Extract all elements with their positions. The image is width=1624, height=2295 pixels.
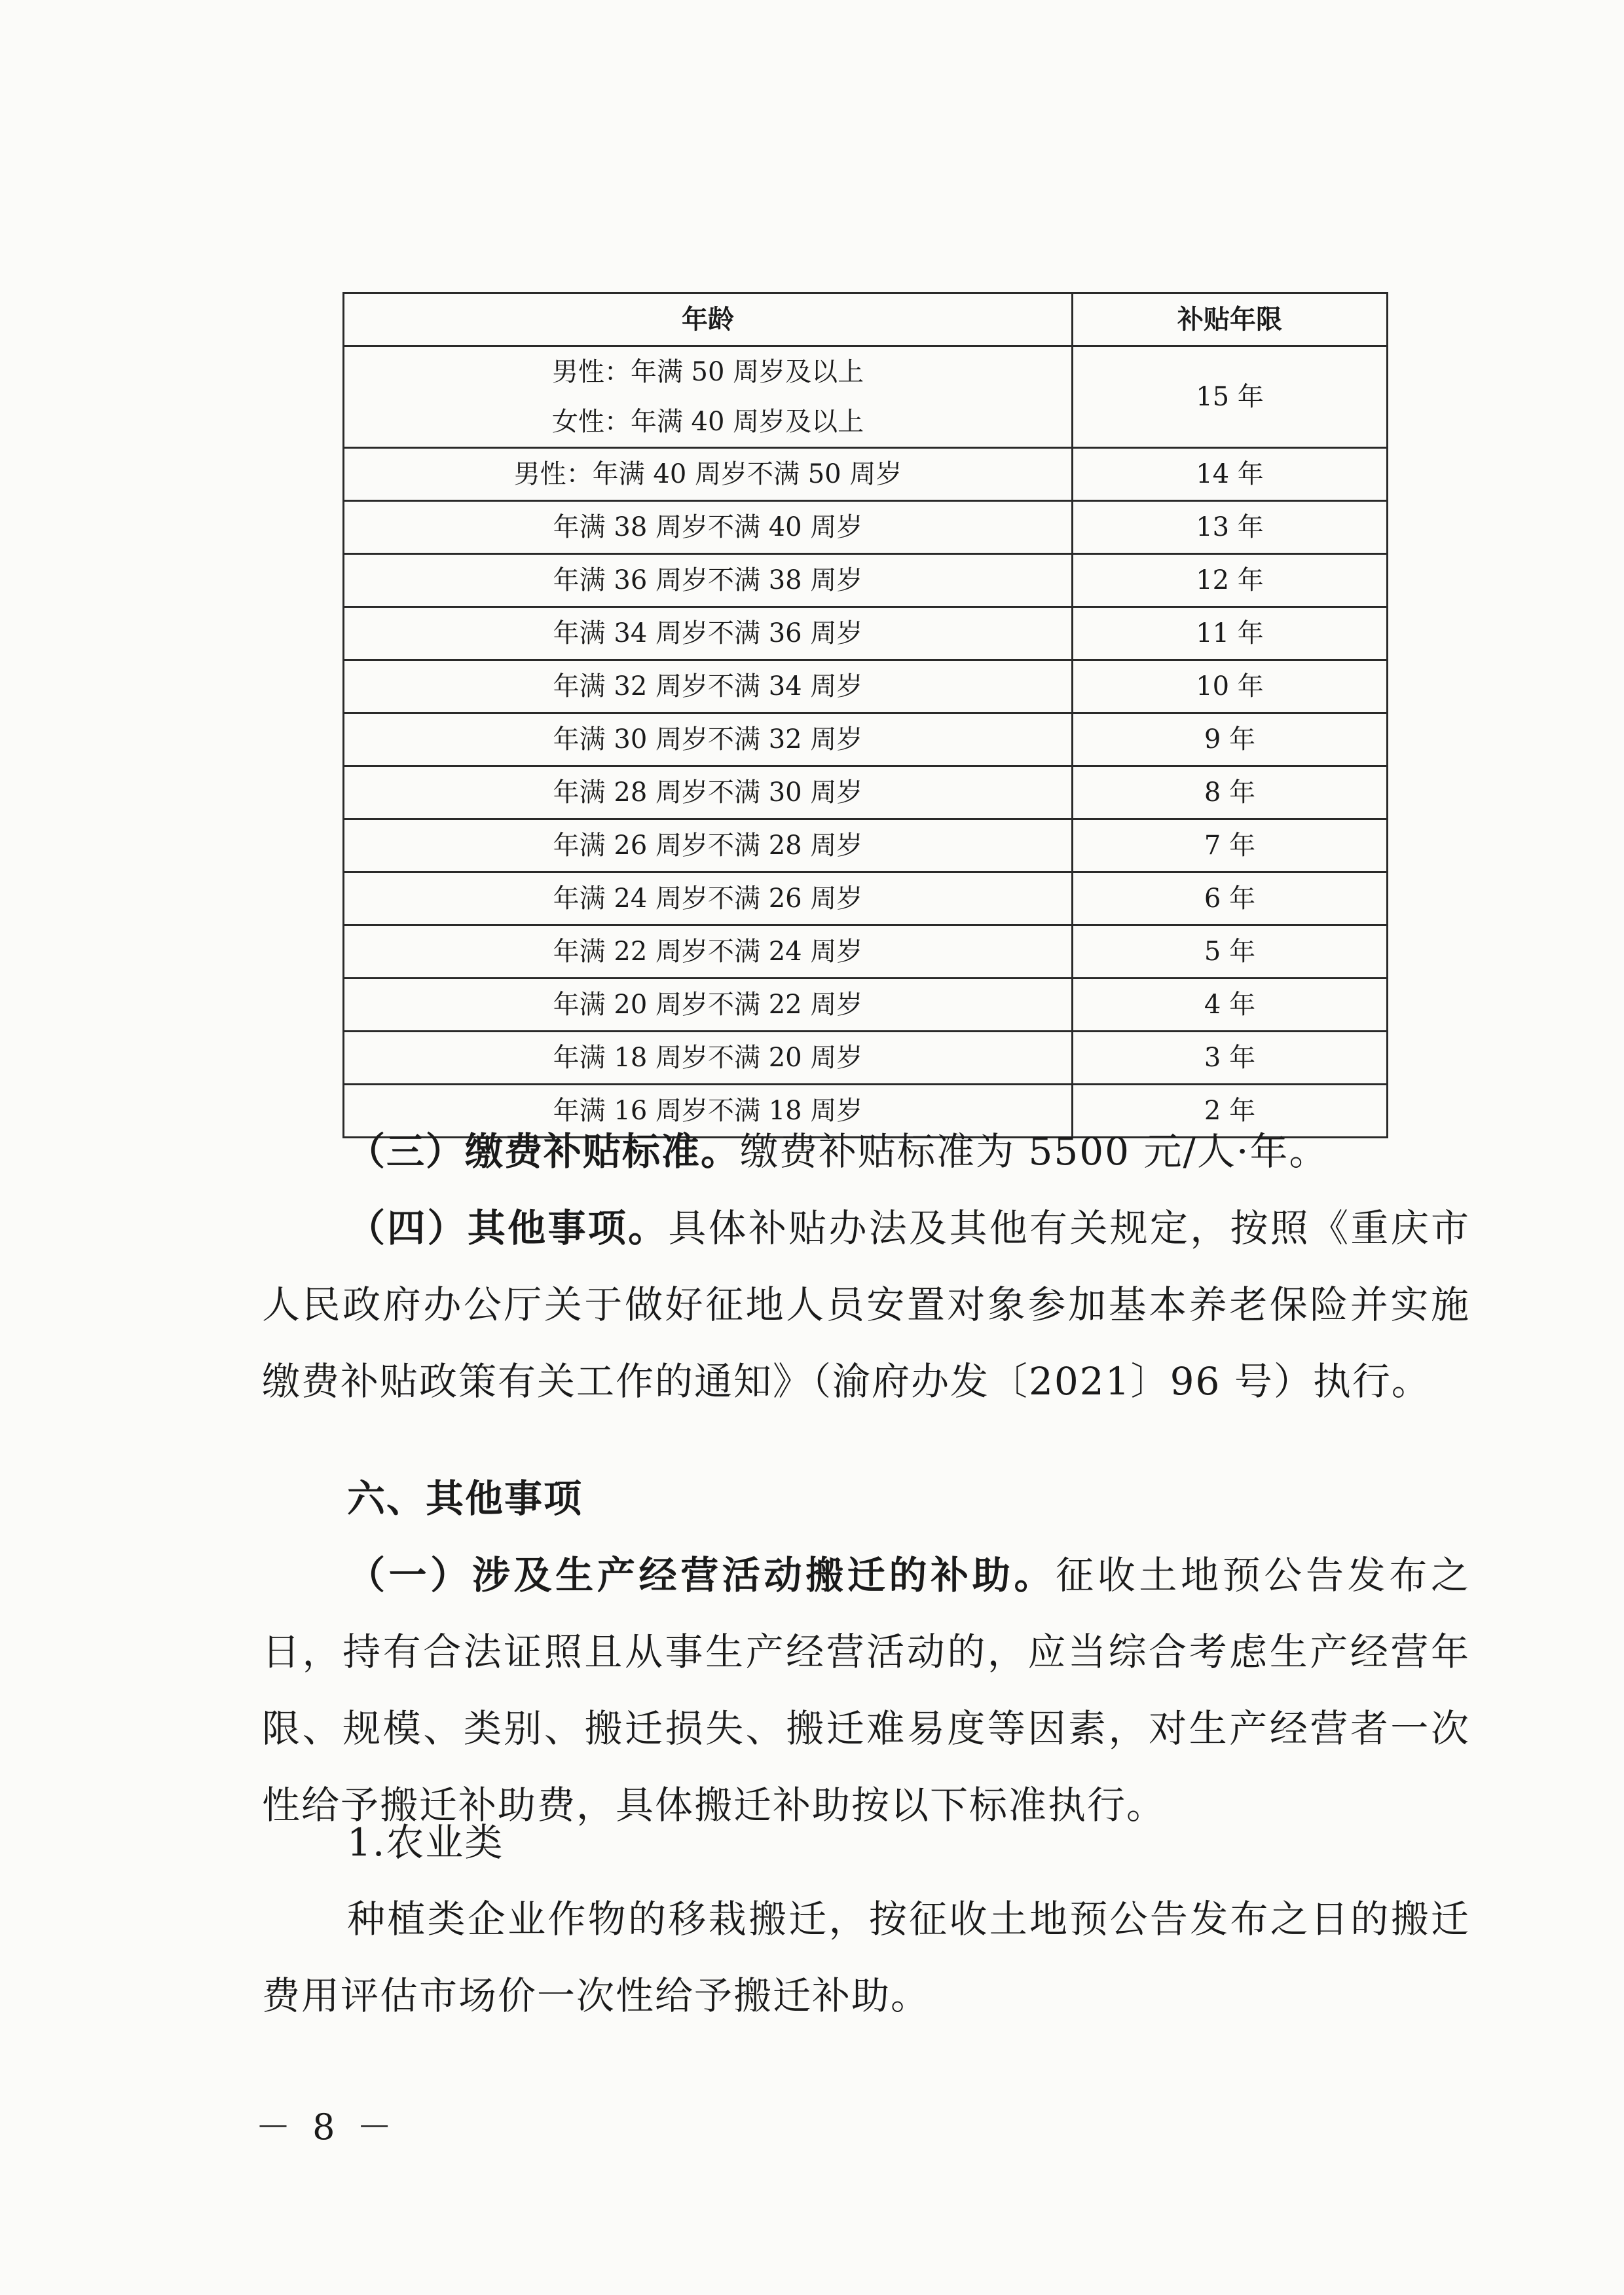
section-text: 征收土地预公告发布之日，持有合法证照且从事生产经营活动的，应当综合考虑生产经营年限、规模、类别、搬迁损失、搬迁难易度等因素，对生产经营者一次性给予搬迁补助费，具体搬迁补助按以下标准执行。 bbox=[262, 1553, 1470, 1827]
age-range-line: 年满 30 周岁不满 32 周岁 bbox=[553, 724, 863, 755]
age-range-line: 年满 38 周岁不满 40 周岁 bbox=[553, 512, 863, 542]
table-row bbox=[344, 819, 1388, 872]
table-header-row bbox=[344, 293, 1388, 346]
subsidy-years-table bbox=[342, 292, 1388, 1138]
subsidy-years-cell: 3 年 bbox=[1073, 1032, 1388, 1085]
table-body bbox=[344, 346, 1388, 1138]
section-lead: （三）缴费补贴标准。 bbox=[347, 1129, 741, 1174]
paragraph-agriculture: 种植类企业作物的移栽搬迁，按征收土地预公告发布之日的搬迁费用评估市场价一次性给予搬迁补助。 bbox=[262, 1897, 1470, 2018]
age-range-cell bbox=[344, 766, 1073, 819]
age-range-cell bbox=[344, 554, 1073, 607]
table-row bbox=[344, 1032, 1388, 1085]
subheading-agriculture: 1.农业类 bbox=[347, 1820, 504, 1865]
age-range-line: 年满 32 周岁不满 34 周岁 bbox=[553, 671, 863, 701]
table-row bbox=[344, 979, 1388, 1032]
age-range-cell bbox=[344, 607, 1073, 660]
age-range-line: 年满 24 周岁不满 26 周岁 bbox=[553, 884, 863, 914]
age-range-line: 年满 26 周岁不满 28 周岁 bbox=[553, 830, 863, 861]
subsidy-years-cell: 5 年 bbox=[1073, 925, 1388, 979]
subsidy-years-cell: 13 年 bbox=[1073, 501, 1388, 554]
subsidy-years-cell: 15 年 bbox=[1073, 346, 1388, 448]
subsidy-years-cell: 14 年 bbox=[1073, 448, 1388, 501]
subsidy-years-table-wrap bbox=[342, 292, 1386, 1138]
table-row bbox=[344, 346, 1388, 448]
age-range-line: 男性：年满 50 周岁及以上 bbox=[551, 357, 864, 387]
subsidy-years-cell: 11 年 bbox=[1073, 607, 1388, 660]
age-range-line: 年满 36 周岁不满 38 周岁 bbox=[553, 565, 863, 595]
section-lead: （四）其他事项。 bbox=[347, 1206, 669, 1250]
table-row bbox=[344, 766, 1388, 819]
section-text: 具体补贴办法及其他有关规定，按照《重庆市人民政府办公厅关于做好征地人员安置对象参加基本养老保险并实施缴费补贴政策有关工作的通知》（渝府办发〔2021〕96 号）执行。 bbox=[262, 1206, 1470, 1404]
age-range-cell bbox=[344, 979, 1073, 1032]
age-range-line: 年满 18 周岁不满 20 周岁 bbox=[553, 1043, 863, 1073]
age-range-line: 女性：年满 40 周岁及以上 bbox=[551, 407, 864, 437]
table-row bbox=[344, 925, 1388, 979]
table-row bbox=[344, 554, 1388, 607]
table-row bbox=[344, 448, 1388, 501]
paragraph-other-matters bbox=[262, 1190, 1470, 1420]
subsidy-years-cell: 10 年 bbox=[1073, 660, 1388, 713]
subsidy-years-cell: 4 年 bbox=[1073, 979, 1388, 1032]
age-range-cell bbox=[344, 346, 1073, 448]
age-range-line: 年满 34 周岁不满 36 周岁 bbox=[553, 618, 863, 648]
subsidy-years-cell: 9 年 bbox=[1073, 713, 1388, 766]
age-range-cell bbox=[344, 1032, 1073, 1085]
subsidy-years-cell: 7 年 bbox=[1073, 819, 1388, 872]
age-range-line: 年满 20 周岁不满 22 周岁 bbox=[553, 990, 863, 1020]
age-range-cell bbox=[344, 872, 1073, 925]
section-lead: （一）涉及生产经营活动搬迁的补助。 bbox=[347, 1553, 1056, 1597]
age-range-line: 年满 16 周岁不满 18 周岁 bbox=[553, 1096, 863, 1126]
age-range-cell bbox=[344, 501, 1073, 554]
table-row bbox=[344, 607, 1388, 660]
subsidy-years-cell: 8 年 bbox=[1073, 766, 1388, 819]
age-range-line: 年满 22 周岁不满 24 周岁 bbox=[553, 937, 863, 967]
paragraph-relocation-subsidy bbox=[262, 1537, 1470, 1844]
age-range-cell bbox=[344, 660, 1073, 713]
section-heading-6: 六、其他事项 bbox=[347, 1476, 583, 1521]
table-row bbox=[344, 872, 1388, 925]
table-row bbox=[344, 713, 1388, 766]
age-range-cell bbox=[344, 925, 1073, 979]
age-range-line: 年满 28 周岁不满 30 周岁 bbox=[553, 777, 863, 808]
header-years: 补贴年限 bbox=[1073, 293, 1388, 346]
age-range-line: 男性：年满 40 周岁不满 50 周岁 bbox=[513, 459, 902, 489]
age-range-cell bbox=[344, 819, 1073, 872]
table-row bbox=[344, 501, 1388, 554]
subsidy-years-cell: 6 年 bbox=[1073, 872, 1388, 925]
subsidy-years-cell: 2 年 bbox=[1073, 1085, 1388, 1138]
age-range-cell bbox=[344, 448, 1073, 501]
table-row bbox=[344, 660, 1388, 713]
subsidy-years-cell: 12 年 bbox=[1073, 554, 1388, 607]
section-text: 缴费补贴标准为 5500 元/人·年。 bbox=[740, 1129, 1329, 1174]
header-age: 年龄 bbox=[344, 293, 1073, 346]
age-range-cell bbox=[344, 713, 1073, 766]
page-number: － 8 － bbox=[255, 2106, 397, 2148]
paragraph-contribution-standard bbox=[262, 1113, 1470, 1190]
